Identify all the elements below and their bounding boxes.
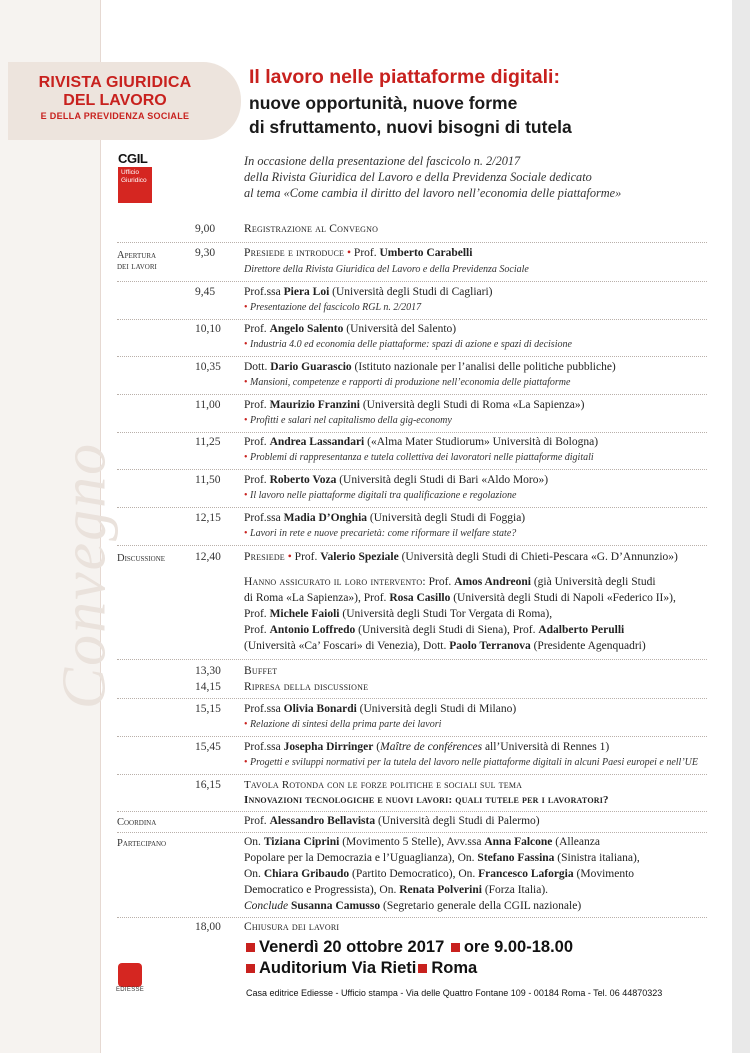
bullet-icon: • bbox=[347, 247, 352, 259]
text: Conclude bbox=[244, 900, 289, 912]
square-icon bbox=[246, 964, 255, 973]
text: Democratico e Progressista), On. bbox=[244, 884, 397, 896]
speaker-donghia bbox=[244, 512, 525, 524]
square-icon bbox=[418, 964, 427, 973]
headline-line-1: Il lavoro nelle piattaforme digitali: bbox=[249, 66, 560, 88]
name: Rosa Casillo bbox=[389, 592, 451, 604]
intro-line-2: della Rivista Giuridica del Lavoro e della Previdenza Sociale dedicato bbox=[244, 170, 592, 184]
text: (Movimento 5 Stelle), Avv.ssa bbox=[342, 836, 482, 848]
bullet-icon: • bbox=[287, 551, 292, 563]
registration: Registrazione al Convegno bbox=[244, 223, 379, 235]
name: Renata Polverini bbox=[399, 884, 482, 896]
label-apertura-2: dei lavori bbox=[117, 261, 157, 272]
magazine-line-1: RIVISTA GIURIDICA bbox=[38, 74, 192, 91]
time-0945: 9,45 bbox=[195, 286, 216, 298]
cgil-badge bbox=[118, 167, 152, 203]
event-venue: Auditorium Via Rieti bbox=[259, 959, 417, 977]
time-1100: 11,00 bbox=[195, 399, 221, 411]
text: (Forza Italia). bbox=[484, 884, 549, 896]
speaker-title: Prof. bbox=[244, 815, 267, 827]
talk-voza bbox=[244, 490, 516, 501]
moderator bbox=[244, 815, 540, 827]
speaker-affiliation: (Università degli Studi di Palermo) bbox=[377, 815, 540, 827]
talk-title: Problemi di rappresentanza e tutela collettiva dei lavoratori nelle piattaforme digitali bbox=[250, 452, 594, 463]
participants-line-1 bbox=[244, 836, 600, 848]
interventions-line-2 bbox=[244, 592, 676, 604]
speaker-title: Prof. bbox=[244, 399, 267, 411]
separator bbox=[117, 736, 707, 737]
talk-guarascio bbox=[244, 377, 570, 388]
buffet: Buffet bbox=[244, 665, 278, 677]
text: On. bbox=[244, 836, 261, 848]
speaker-affiliation: (Università degli Studi di Cagliari) bbox=[332, 286, 493, 298]
time-0900: 9,00 bbox=[195, 223, 216, 235]
label-discussione: Discussione bbox=[117, 553, 166, 564]
separator bbox=[117, 394, 707, 395]
time-1515: 15,15 bbox=[195, 703, 221, 715]
square-icon bbox=[246, 943, 255, 952]
speaker-name: Olivia Bonardi bbox=[283, 703, 357, 715]
name: Anna Falcone bbox=[484, 836, 553, 848]
closing: Chiusura dei lavori bbox=[244, 921, 340, 933]
side-title: Convegno bbox=[50, 441, 119, 710]
speaker-name: Valerio Speziale bbox=[320, 551, 399, 563]
interventions-line-1 bbox=[244, 576, 656, 588]
text: On. bbox=[244, 868, 261, 880]
time-1415: 14,15 bbox=[195, 681, 221, 693]
time-1800: 18,00 bbox=[195, 921, 221, 933]
contacts: Casa editrice Ediesse - Ufficio stampa - Via delle Quattro Fontane 109 - 00184 Roma - Tel. 06 44870323 bbox=[246, 988, 663, 998]
interventions-line-3 bbox=[244, 608, 552, 620]
separator bbox=[117, 545, 707, 546]
speaker-title: Prof.ssa bbox=[244, 741, 281, 753]
speaker-name: Madia D’Onghia bbox=[283, 512, 368, 524]
time-1035: 10,35 bbox=[195, 361, 221, 373]
time-1240: 12,40 bbox=[195, 551, 221, 563]
talk-title: Profitti e salari nel capitalismo della gig-economy bbox=[250, 415, 452, 426]
text: Prof. bbox=[428, 576, 452, 588]
talk-franzini bbox=[244, 415, 452, 426]
speaker-lassandari bbox=[244, 436, 598, 448]
intro-line-1: In occasione della presentazione del fascicolo n. 2/2017 bbox=[244, 154, 521, 168]
time-1330: 13,30 bbox=[195, 665, 221, 677]
speaker-affiliation: (Istituto nazionale per l’analisi delle politiche pubbliche) bbox=[354, 361, 616, 373]
chair-line bbox=[244, 247, 472, 259]
participants-line-3 bbox=[244, 868, 634, 880]
text: (Università degli Studi di Siena), Prof. bbox=[358, 624, 536, 636]
text: di Roma «La Sapienza»), Prof. bbox=[244, 592, 387, 604]
cgil-badge-line-1: Ufficio bbox=[121, 169, 139, 176]
talk-title: Industria 4.0 ed economia delle piattaforme: spazi di azione e spazi di decisione bbox=[250, 339, 572, 350]
interventions-line-4 bbox=[244, 624, 624, 636]
bullet-icon: • bbox=[244, 490, 248, 501]
speaker-name: Maurizio Franzini bbox=[269, 399, 360, 411]
time-1010: 10,10 bbox=[195, 323, 221, 335]
separator bbox=[117, 659, 707, 660]
speaker-title: Prof. bbox=[294, 551, 318, 563]
name: Stefano Fassina bbox=[477, 852, 555, 864]
text: (Sinistra italiana), bbox=[557, 852, 640, 864]
talk-bonardi bbox=[244, 719, 441, 730]
label-apertura-1: Apertura bbox=[117, 250, 157, 261]
speaker-affiliation: (Università degli Studi di Chieti-Pescara «G. D’Annunzio») bbox=[401, 551, 678, 563]
speaker-guarascio bbox=[244, 361, 616, 373]
ediesse-wordmark: EDIESSE bbox=[116, 987, 145, 993]
speaker-name: Roberto Voza bbox=[269, 474, 337, 486]
event-hours: ore 9.00-18.00 bbox=[463, 938, 574, 956]
speaker-name: Piera Loi bbox=[283, 286, 330, 298]
bullet-icon: • bbox=[244, 452, 248, 463]
speaker-title: Prof. bbox=[244, 323, 267, 335]
label-apertura bbox=[117, 250, 157, 272]
separator bbox=[117, 811, 707, 812]
time-1545: 15,45 bbox=[195, 741, 221, 753]
speaker-affiliation: (Università degli Studi di Roma «La Sapienza») bbox=[362, 399, 585, 411]
speaker-bonardi bbox=[244, 703, 516, 715]
speaker-affiliation: («Alma Mater Studiorum» Università di Bologna) bbox=[367, 436, 599, 448]
speaker-title: Prof.ssa bbox=[244, 703, 281, 715]
participants-line-4 bbox=[244, 884, 548, 896]
speaker-affiliation: (Università degli Studi di Milano) bbox=[359, 703, 517, 715]
magazine-line-3: E DELLA PREVIDENZA SOCIALE bbox=[40, 111, 190, 121]
talk-title: Lavori in rete e nuove precarietà: come riformare il welfare state? bbox=[250, 528, 517, 539]
participants-line-2 bbox=[244, 852, 640, 864]
bullet-icon: • bbox=[244, 415, 248, 426]
separator bbox=[117, 469, 707, 470]
text: ( bbox=[376, 741, 381, 753]
cgil-logo bbox=[118, 152, 152, 203]
label-coordina: Coordina bbox=[117, 817, 157, 828]
text: (Presidente Agenquadri) bbox=[533, 640, 646, 652]
interventions-line-5 bbox=[244, 640, 646, 652]
talk-salento bbox=[244, 339, 572, 350]
chair-role: Direttore della Rivista Giuridica del Lavoro e della Previdenza Sociale bbox=[244, 264, 529, 275]
speaker-name: Alessandro Bellavista bbox=[269, 815, 376, 827]
separator bbox=[117, 356, 707, 357]
bullet-icon: • bbox=[244, 719, 248, 730]
talk-dirringer bbox=[244, 757, 698, 768]
speaker-affiliation: (Università degli Studi di Bari «Aldo Moro») bbox=[339, 474, 549, 486]
discussion-chair bbox=[244, 551, 678, 563]
speaker-name: Andrea Lassandari bbox=[269, 436, 365, 448]
bullet-icon: • bbox=[244, 339, 248, 350]
name: Paolo Terranova bbox=[449, 640, 531, 652]
time-1150: 11,50 bbox=[195, 474, 221, 486]
chair-label: Presiede bbox=[244, 551, 285, 563]
bullet-icon: • bbox=[244, 757, 248, 768]
bullet-icon: • bbox=[244, 377, 248, 388]
talk-loi bbox=[244, 302, 421, 313]
separator bbox=[117, 432, 707, 433]
text: Prof. bbox=[244, 608, 267, 620]
cgil-wordmark: CGIL bbox=[118, 151, 148, 166]
text: (Alleanza bbox=[555, 836, 600, 848]
speaker-voza bbox=[244, 474, 548, 486]
event-venue-line bbox=[244, 959, 477, 978]
time-0930: 9,30 bbox=[195, 247, 216, 259]
separator bbox=[117, 774, 707, 775]
text: Popolare per la Democrazia e l’Uguaglianza), On. bbox=[244, 852, 475, 864]
talk-title: Progetti e sviluppi normativi per la tutela del lavoro nelle piattaforme digitali in alcuni Paesi europei e nell’UE bbox=[250, 757, 698, 768]
text: (Segretario generale della CGIL nazionale) bbox=[383, 900, 582, 912]
ediesse-icon bbox=[118, 963, 142, 987]
cgil-badge-line-2: Giuridico bbox=[121, 176, 147, 184]
text: (Movimento bbox=[576, 868, 635, 880]
chair-label: Presiede e introduce bbox=[244, 247, 345, 259]
separator bbox=[117, 281, 707, 282]
text: Maître de conférences bbox=[380, 741, 483, 753]
separator bbox=[117, 319, 707, 320]
time-1615: 16,15 bbox=[195, 779, 221, 791]
chair-title: Prof. bbox=[353, 247, 377, 259]
bullet-icon: • bbox=[244, 528, 248, 539]
time-1215: 12,15 bbox=[195, 512, 221, 524]
name: Susanna Camusso bbox=[290, 900, 381, 912]
text: (Università «Ca’ Foscari» di Venezia), Dott. bbox=[244, 640, 447, 652]
speaker-loi bbox=[244, 286, 493, 298]
speaker-title: Prof.ssa bbox=[244, 286, 281, 298]
intro-text bbox=[244, 153, 621, 201]
speaker-affiliation: (Università degli Studi di Foggia) bbox=[369, 512, 526, 524]
speaker-salento bbox=[244, 323, 456, 335]
speaker-title: Dott. bbox=[244, 361, 268, 373]
speaker-dirringer bbox=[244, 741, 609, 753]
chair-name: Umberto Carabelli bbox=[379, 247, 473, 259]
speaker-name: Dario Guarascio bbox=[270, 361, 352, 373]
speaker-affiliation: (Università del Salento) bbox=[346, 323, 457, 335]
separator bbox=[117, 698, 707, 699]
name: Chiara Gribaudo bbox=[263, 868, 350, 880]
text: (Università degli Studi di Napoli «Federico II»), bbox=[453, 592, 676, 604]
event-city: Roma bbox=[431, 959, 478, 977]
talk-title: Mansioni, competenze e rapporti di produzione nell’economia delle piattaforme bbox=[250, 377, 571, 388]
talk-lassandari bbox=[244, 452, 594, 463]
text: (Università degli Studi Tor Vergata di Roma), bbox=[342, 608, 553, 620]
name: Tiziana Ciprini bbox=[263, 836, 340, 848]
square-icon bbox=[451, 943, 460, 952]
speaker-title: Prof. bbox=[244, 436, 267, 448]
time-1125: 11,25 bbox=[195, 436, 221, 448]
ediesse-logo bbox=[116, 963, 144, 993]
name: Adalberto Perulli bbox=[538, 624, 625, 636]
name: Francesco Laforgia bbox=[478, 868, 574, 880]
text: all’Università di Rennes 1) bbox=[484, 741, 610, 753]
interventions-label: Hanno assicurato il loro intervento: bbox=[244, 576, 426, 588]
headline-line-3: di sfruttamento, nuovi bisogni di tutela bbox=[249, 117, 572, 137]
text: (già Università degli Studi bbox=[533, 576, 656, 588]
talk-donghia bbox=[244, 528, 516, 539]
speaker-name: Josepha Dirringer bbox=[283, 741, 374, 753]
speaker-franzini bbox=[244, 399, 584, 411]
text: Prof. bbox=[244, 624, 267, 636]
separator bbox=[117, 832, 707, 833]
talk-title: Relazione di sintesi della prima parte dei lavori bbox=[250, 719, 442, 730]
speaker-title: Prof.ssa bbox=[244, 512, 281, 524]
talk-title: Presentazione del fascicolo RGL n. 2/2017 bbox=[250, 302, 422, 313]
talk-title: Il lavoro nelle piattaforme digitali tra qualificazione e regolazione bbox=[250, 490, 517, 501]
event-date: Venerdì 20 ottobre 2017 bbox=[259, 938, 445, 956]
resume-discussion: Ripresa della discussione bbox=[244, 681, 369, 693]
magazine-logo bbox=[0, 74, 230, 123]
event-date-line bbox=[244, 938, 573, 957]
headline-line-2: nuove opportunità, nuove forme bbox=[249, 93, 518, 113]
bullet-icon: • bbox=[244, 302, 248, 313]
speaker-name: Angelo Salento bbox=[269, 323, 344, 335]
round-table-title: Innovazioni tecnologiche e nuovi lavori: quali tutele per i lavoratori? bbox=[244, 794, 609, 806]
name: Antonio Loffredo bbox=[269, 624, 356, 636]
name: Amos Andreoni bbox=[454, 576, 531, 588]
speaker-title: Prof. bbox=[244, 474, 267, 486]
separator bbox=[117, 242, 707, 243]
separator bbox=[117, 507, 707, 508]
separator bbox=[117, 917, 707, 918]
label-partecipano: Partecipano bbox=[117, 838, 167, 849]
magazine-line-2: DEL LAVORO bbox=[63, 92, 167, 109]
intro-line-3: al tema «Come cambia il diritto del lavoro nell’economia delle piattaforme» bbox=[244, 186, 622, 200]
name: Michele Faioli bbox=[269, 608, 340, 620]
round-table-label: Tavola Rotonda con le forze politiche e sociali sul tema bbox=[244, 779, 523, 791]
participants-line-5 bbox=[244, 900, 581, 912]
text: (Partito Democratico), On. bbox=[352, 868, 476, 880]
